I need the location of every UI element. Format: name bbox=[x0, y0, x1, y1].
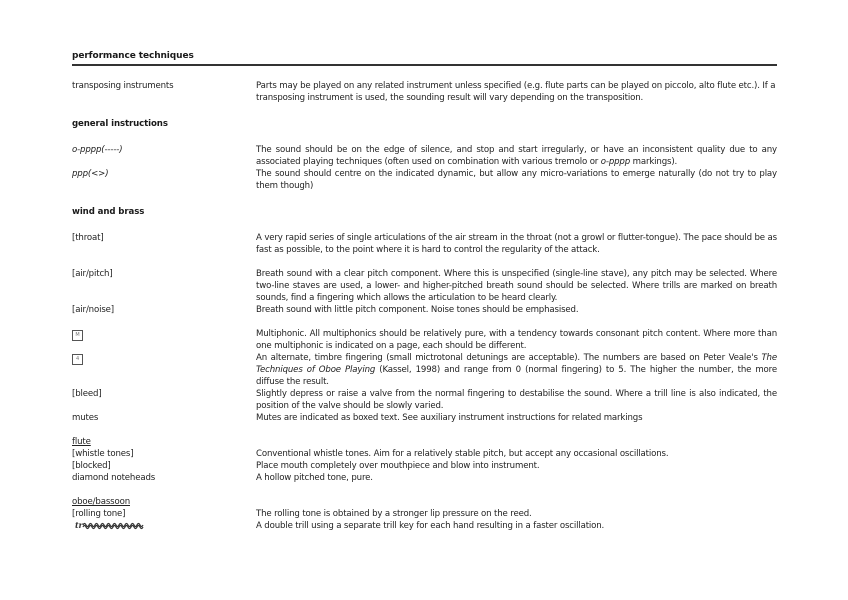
desc-text: An alternate, timbre fingering (small mictrotonal detunings are acceptable). The numbers are based on Peter Veale's bbox=[256, 352, 762, 363]
double-trill-icon bbox=[75, 520, 147, 534]
entry-term: o-pppp(-----) bbox=[72, 144, 123, 155]
svg-text:tr: tr bbox=[75, 519, 83, 530]
entry-transposing bbox=[72, 80, 777, 104]
section-heading-wind-brass: wind and brass bbox=[72, 206, 145, 217]
entry-desc: A very rapid series of single articulations of the air stream in the throat (not a growl or flutter-tongue). The pace should be as fast as possible, to the point where it is hard to control the regularity of the attack. bbox=[256, 232, 777, 255]
entry-term: [air/noise] bbox=[72, 304, 114, 315]
entry-ppp bbox=[72, 168, 777, 192]
desc-emphasis: o-pppp bbox=[600, 156, 631, 167]
entry-term bbox=[72, 520, 247, 534]
entry-desc: Mutes are indicated as boxed text. See auxiliary instrument instructions for related markings bbox=[256, 412, 643, 423]
entry-desc: Conventional whistle tones. Aim for a relatively stable pitch, but accept any occasional oscillations. bbox=[256, 448, 669, 459]
entry-throat bbox=[72, 232, 777, 256]
entry-blocked bbox=[72, 460, 777, 472]
desc-emphasis: The Techniques of Oboe Playing bbox=[256, 352, 777, 375]
entry-diamond-noteheads bbox=[72, 472, 777, 484]
entry-bleed bbox=[72, 388, 777, 412]
section-heading-general: general instructions bbox=[72, 118, 168, 129]
entry-term: [air/pitch] bbox=[72, 268, 113, 279]
entry-desc: The rolling tone is obtained by a stronger lip pressure on the reed. bbox=[256, 508, 532, 519]
page-title: performance techniques bbox=[72, 51, 194, 61]
entry-double-trill bbox=[72, 520, 777, 532]
entry-multiphonic bbox=[72, 328, 777, 352]
entry-term: diamond noteheads bbox=[72, 472, 156, 483]
entry-whistle-tones bbox=[72, 448, 777, 460]
entry-air-noise bbox=[72, 304, 777, 316]
entry-desc bbox=[256, 352, 777, 388]
multiphonic-box-icon: M bbox=[72, 330, 83, 341]
entry-rolling-tone bbox=[72, 508, 777, 520]
fingering-box-icon: 4 bbox=[72, 354, 83, 365]
entry-desc: Breath sound with little pitch component. Noise tones should be emphasised. bbox=[256, 304, 579, 315]
desc-text: The sound should be on the edge of silence, and stop and start irregularly, or have an inconsistent quality due to any associated playing techniques (often used on combination with various tremolo or bbox=[256, 144, 777, 167]
subsection-heading-oboe-bassoon: oboe/bassoon bbox=[72, 496, 130, 507]
entry-term: transposing instruments bbox=[72, 80, 174, 91]
desc-text: (Kassel, 1998) and range from 0 (normal fingering) to 5. The higher the number, the more diffuse the result. bbox=[256, 364, 778, 387]
subsection-heading-flute: flute bbox=[72, 436, 91, 447]
entry-term: [throat] bbox=[72, 232, 104, 243]
entry-term: ppp(<>) bbox=[72, 168, 109, 179]
entry-term: [rolling tone] bbox=[72, 508, 126, 519]
entry-term: mutes bbox=[72, 412, 99, 423]
entry-desc: A double trill using a separate trill key for each hand resulting in a faster oscillation. bbox=[256, 520, 605, 531]
entry-term bbox=[72, 352, 247, 365]
entry-desc: Multiphonic. All multiphonics should be relatively pure, with a tendency towards consonant pitch content. Where more than one multiphonic is indicated on a page, each should be different. bbox=[256, 328, 777, 351]
entry-desc: Place mouth completely over mouthpiece and blow into instrument. bbox=[256, 460, 540, 471]
entry-term bbox=[72, 328, 247, 341]
entry-term: [bleed] bbox=[72, 388, 102, 399]
entry-desc: Parts may be played on any related instrument unless specified (e.g. flute parts can be played on piccolo, alto flute etc.). If a transposing instrument is used, the sounding result will vary depending on the transposition. bbox=[256, 80, 776, 103]
desc-text: markings). bbox=[630, 156, 678, 167]
entry-desc: The sound should centre on the indicated dynamic, but allow any micro-variations to emerge naturally (do not try to play them though) bbox=[256, 168, 777, 191]
entry-desc bbox=[256, 144, 777, 168]
title-rule bbox=[72, 64, 777, 66]
entry-desc: Slightly depress or raise a valve from the normal fingering to destabilise the sound. Where a trill line is also indicated, the position of the valve should be slowly varied. bbox=[256, 388, 777, 411]
entry-term: [whistle tones] bbox=[72, 448, 134, 459]
entry-alternate-fingering bbox=[72, 352, 777, 388]
entry-desc: A hollow pitched tone, pure. bbox=[256, 472, 373, 483]
entry-term: [blocked] bbox=[72, 460, 111, 471]
entry-o-pppp bbox=[72, 144, 777, 168]
entry-air-pitch bbox=[72, 268, 777, 304]
document-page bbox=[72, 50, 777, 532]
entry-mutes bbox=[72, 412, 777, 424]
entry-desc: Breath sound with a clear pitch component. Where this is unspecified (single-line stave), any pitch may be selected. Where two-line staves are used, a lower- and higher-pitched breath sound should be selected. Where trills are marked on breath sounds, find a fingering which allows the articulation to be heard clearly. bbox=[256, 268, 777, 303]
